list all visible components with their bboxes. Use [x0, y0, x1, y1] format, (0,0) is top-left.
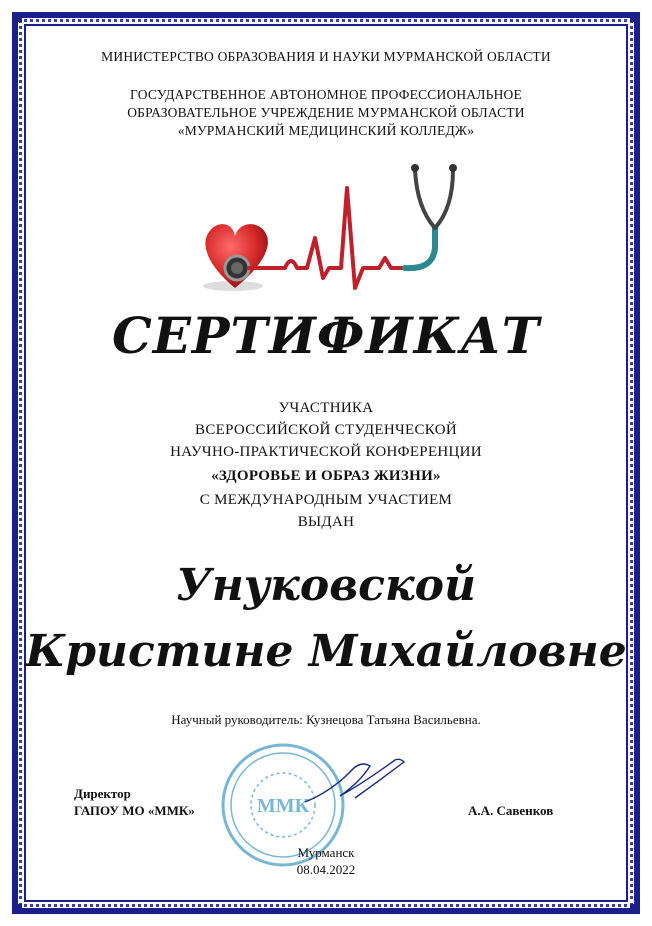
- corner-ornament: [630, 12, 640, 22]
- recipient-given-names: Кристине Михайловне: [25, 626, 627, 677]
- institution-line-1: ГОСУДАРСТВЕННОЕ АВТОНОМНОЕ ПРОФЕССИОНАЛЬНОЕ: [130, 87, 522, 102]
- issue-date: 08.04.2022: [296, 862, 356, 877]
- corner-ornament: [12, 904, 22, 914]
- scientific-advisor: Научный руководитель: Кузнецова Татьяна Васильевна.: [171, 712, 481, 727]
- recipient-surname: Унуковской: [175, 560, 477, 611]
- body-line-event-type: ВСЕРОССИЙСКОЙ СТУДЕНЧЕСКОЙ: [195, 422, 457, 438]
- heart-stethoscope-illustration: [195, 158, 465, 298]
- body-line-issued: ВЫДАН: [297, 514, 355, 530]
- stamp-text: ММК: [256, 795, 310, 817]
- body-line-international: С МЕЖДУНАРОДНЫМ УЧАСТИЕМ: [199, 492, 453, 508]
- city: Мурманск: [297, 845, 355, 860]
- director-name: А.А. Савенков: [468, 803, 554, 818]
- corner-ornament: [630, 904, 640, 914]
- body-line-conference: НАУЧНО-ПРАКТИЧЕСКОЙ КОНФЕРЕНЦИИ: [170, 444, 482, 460]
- stethoscope-arms-icon: [415, 170, 453, 228]
- director-organization: ГАПОУ МО «ММК»: [74, 803, 195, 818]
- director-signature: [300, 752, 410, 812]
- ministry-name: МИНИСТЕРСТВО ОБРАЗОВАНИЯ И НАУКИ МУРМАНСКОЙ ОБЛАСТИ: [101, 49, 551, 64]
- stethoscope-tube: [405, 228, 435, 268]
- corner-ornament: [12, 12, 22, 22]
- certificate-title: СЕРТИФИКАТ: [111, 306, 541, 365]
- director-title: Директор: [74, 786, 131, 801]
- ecg-line: [249, 188, 405, 288]
- conference-name: «ЗДОРОВЬЕ И ОБРАЗ ЖИЗНИ»: [211, 468, 441, 484]
- institution-line-2: ОБРАЗОВАТЕЛЬНОЕ УЧРЕЖДЕНИЕ МУРМАНСКОЙ ОБЛАСТИ: [127, 105, 525, 120]
- institution-line-3: «МУРМАНСКИЙ МЕДИЦИНСКИЙ КОЛЛЕДЖ»: [177, 123, 475, 138]
- body-line-participant: УЧАСТНИКА: [278, 400, 374, 416]
